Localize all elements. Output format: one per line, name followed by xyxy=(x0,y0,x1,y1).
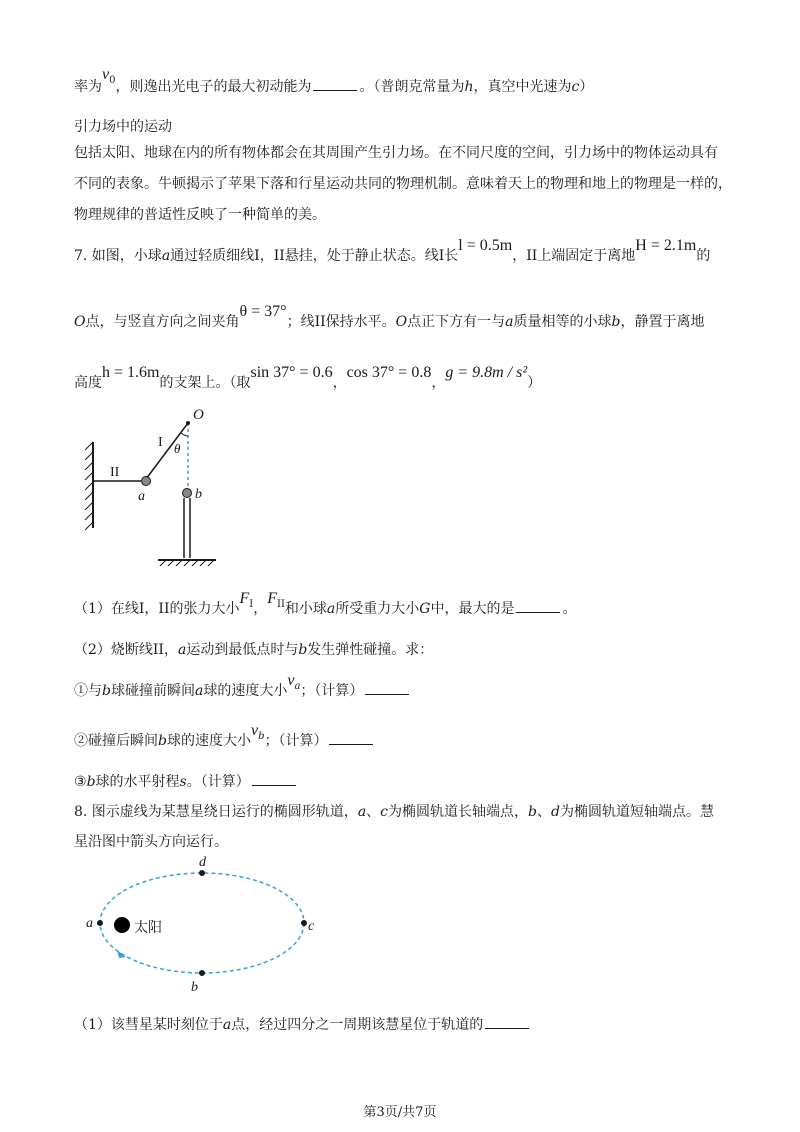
text: ②碰撞后瞬间 xyxy=(74,733,158,749)
text: ；线II保持水平。 xyxy=(286,314,396,330)
orbit-label-c: c xyxy=(308,919,315,934)
question-8-line-1 xyxy=(74,802,714,822)
text: 球的水平射程 xyxy=(95,774,180,790)
text: 球碰撞前瞬间 xyxy=(110,683,195,699)
symbol-F1: $F_I$ xyxy=(239,590,254,610)
text: （1）该彗星某时刻位于 xyxy=(74,1017,223,1033)
text: ，II上端固定于离地 xyxy=(512,248,636,264)
point-b xyxy=(199,970,205,976)
symbol-c: c xyxy=(571,79,580,95)
orbit-label-b: b xyxy=(191,980,198,995)
label-sun: 太阳 xyxy=(134,921,162,936)
symbol-a: a xyxy=(505,314,514,330)
symbol-b: b xyxy=(611,314,621,330)
symbol-b: b xyxy=(158,733,167,749)
text: ，则逸出光电子的最大初动能为 xyxy=(115,79,312,95)
text: 质量相等的小球 xyxy=(513,314,612,330)
symbol-F2: $F_{II}$ xyxy=(267,590,285,610)
formula-H: H = 2.1m xyxy=(635,237,697,254)
orbit-label-a: a xyxy=(86,916,93,931)
sun xyxy=(114,917,130,933)
wall-hatching xyxy=(85,442,93,530)
text: 点，与竖直方向之间夹角 xyxy=(85,314,240,330)
formula-h: h = 1.6m xyxy=(102,364,160,381)
symbol-a: a xyxy=(194,683,204,699)
symbol-vb: $v_b$ xyxy=(250,722,265,742)
point-a xyxy=(97,920,103,926)
text: 和小球 xyxy=(284,601,327,617)
orbit-ellipse xyxy=(100,873,304,973)
label-I: I xyxy=(158,435,163,450)
text: 球的速度大小 xyxy=(203,683,288,699)
text: ①与 xyxy=(74,683,102,699)
ball-b xyxy=(183,489,192,498)
angle-arc xyxy=(181,433,188,436)
direction-arrow xyxy=(117,950,126,958)
answer-blank xyxy=(252,771,296,786)
paragraph-line-3: 物理规律的普适性反映了一种简单的美。 xyxy=(74,207,326,223)
text: 7. 如图，小球 xyxy=(74,248,162,264)
answer-blank xyxy=(365,680,409,695)
paragraph-line-2: 不同的表象。牛顿揭示了苹果下落和行星运动共同的物理机制。意味着天上的物理和地上的物理是一样的， xyxy=(74,176,732,192)
text: 8. 图示虚线为某慧星绕日运行的椭圆形轨道， xyxy=(74,804,358,820)
text: 发生弹性碰撞。求： xyxy=(307,642,434,658)
symbol-O: O xyxy=(395,314,408,330)
orbit-label-d: d xyxy=(199,855,206,870)
text: 中，最大的是 xyxy=(430,601,515,617)
text: ，静置于离地 xyxy=(620,314,705,330)
formula-g: g = 9.8m / s² xyxy=(445,364,528,381)
text: ， xyxy=(253,601,268,617)
text: 所受重力大小 xyxy=(335,601,420,617)
symbol-d: d xyxy=(550,804,560,820)
answer-blank xyxy=(516,598,560,613)
text: 、 xyxy=(536,804,551,820)
point-d xyxy=(199,870,205,876)
symbol-a: a xyxy=(222,1017,232,1033)
label-II: II xyxy=(110,465,120,480)
text: ） xyxy=(579,79,594,95)
symbol-a: a xyxy=(357,804,367,820)
text: 点正下方有一与 xyxy=(407,314,506,330)
answer-blank xyxy=(485,1014,529,1029)
symbol-va: $v_a$ xyxy=(287,672,301,692)
label-b: b xyxy=(195,487,202,502)
pivot-point-O xyxy=(186,421,190,425)
text: 的支架上。（取 xyxy=(159,375,251,391)
text: ③ xyxy=(74,774,87,790)
section-heading: 引力场中的运动 xyxy=(74,119,172,135)
text: ，真空中光速为 xyxy=(473,79,572,95)
point-c xyxy=(301,920,307,926)
symbol-b: b xyxy=(102,683,111,699)
text: 率为 xyxy=(74,79,102,95)
symbol-b: b xyxy=(528,804,537,820)
text: 为椭圆轨道短轴端点。慧 xyxy=(559,804,714,820)
subquestion-7-2-c xyxy=(74,771,298,792)
text: 、 xyxy=(366,804,381,820)
symbol-b: b xyxy=(298,642,308,658)
text: 。（计算） xyxy=(186,774,250,790)
formula-theta: θ = 37° xyxy=(239,303,287,320)
symbol-a: a xyxy=(177,642,187,658)
text: 高度 xyxy=(74,375,102,391)
label-theta: θ xyxy=(174,441,181,456)
ball-a xyxy=(142,477,151,486)
subquestion-7-2-b xyxy=(74,722,375,757)
text: 球的速度大小 xyxy=(166,733,251,749)
text: 。（普朗克常量为 xyxy=(359,79,465,95)
symbol-v0: $v_0$ xyxy=(102,66,116,86)
text: ， xyxy=(431,375,446,391)
symbol-c: c xyxy=(380,804,389,820)
formula-l: l = 0.5m xyxy=(458,237,513,254)
subquestion-7-1 xyxy=(74,590,577,625)
label-a: a xyxy=(138,489,145,504)
symbol-G: G xyxy=(419,601,431,617)
text: （1）在线I，II的张力大小 xyxy=(74,601,240,617)
symbol-a: a xyxy=(161,248,171,264)
text: ） xyxy=(527,375,542,391)
symbol-h: h xyxy=(464,79,474,95)
subquestion-8-1 xyxy=(74,1014,531,1035)
text: 为椭圆轨道长轴端点， xyxy=(388,804,529,820)
text: ；（计算） xyxy=(264,733,328,749)
question-8-line-2: 星沿图中箭头方向运行。 xyxy=(74,834,228,850)
formula-sin: sin 37° = 0.6 xyxy=(250,364,333,381)
symbol-s: s xyxy=(179,774,187,790)
text: 。 xyxy=(562,601,577,617)
subquestion-7-2 xyxy=(74,640,433,660)
formula-cos: cos 37° = 0.8 xyxy=(346,364,432,381)
label-O: O xyxy=(193,407,204,423)
symbol-a: a xyxy=(326,601,336,617)
symbol-b: b xyxy=(86,774,96,790)
paragraph-line-1: 包括太阳、地球在内的所有物体都会在其周围产生引力场。在不同尺度的空间，引力场中的物体运动具有 xyxy=(74,145,718,161)
text: 点，经过四分之一周期该慧星位于轨道的 xyxy=(231,1017,484,1033)
text: ， xyxy=(332,375,347,391)
text: 运动到最低点时与 xyxy=(186,642,299,658)
symbol-O: O xyxy=(74,314,86,330)
answer-blank xyxy=(329,730,373,745)
page-footer: 第3页/共7页 xyxy=(363,1105,437,1120)
text: 通过轻质细线I，II悬挂，处于静止状态。线I长 xyxy=(170,248,459,264)
text: ；（计算） xyxy=(300,683,364,699)
subquestion-7-2-a xyxy=(74,672,411,707)
string-I xyxy=(146,423,188,479)
text: 的 xyxy=(696,248,711,264)
text: （2）烧断线II， xyxy=(74,642,178,658)
